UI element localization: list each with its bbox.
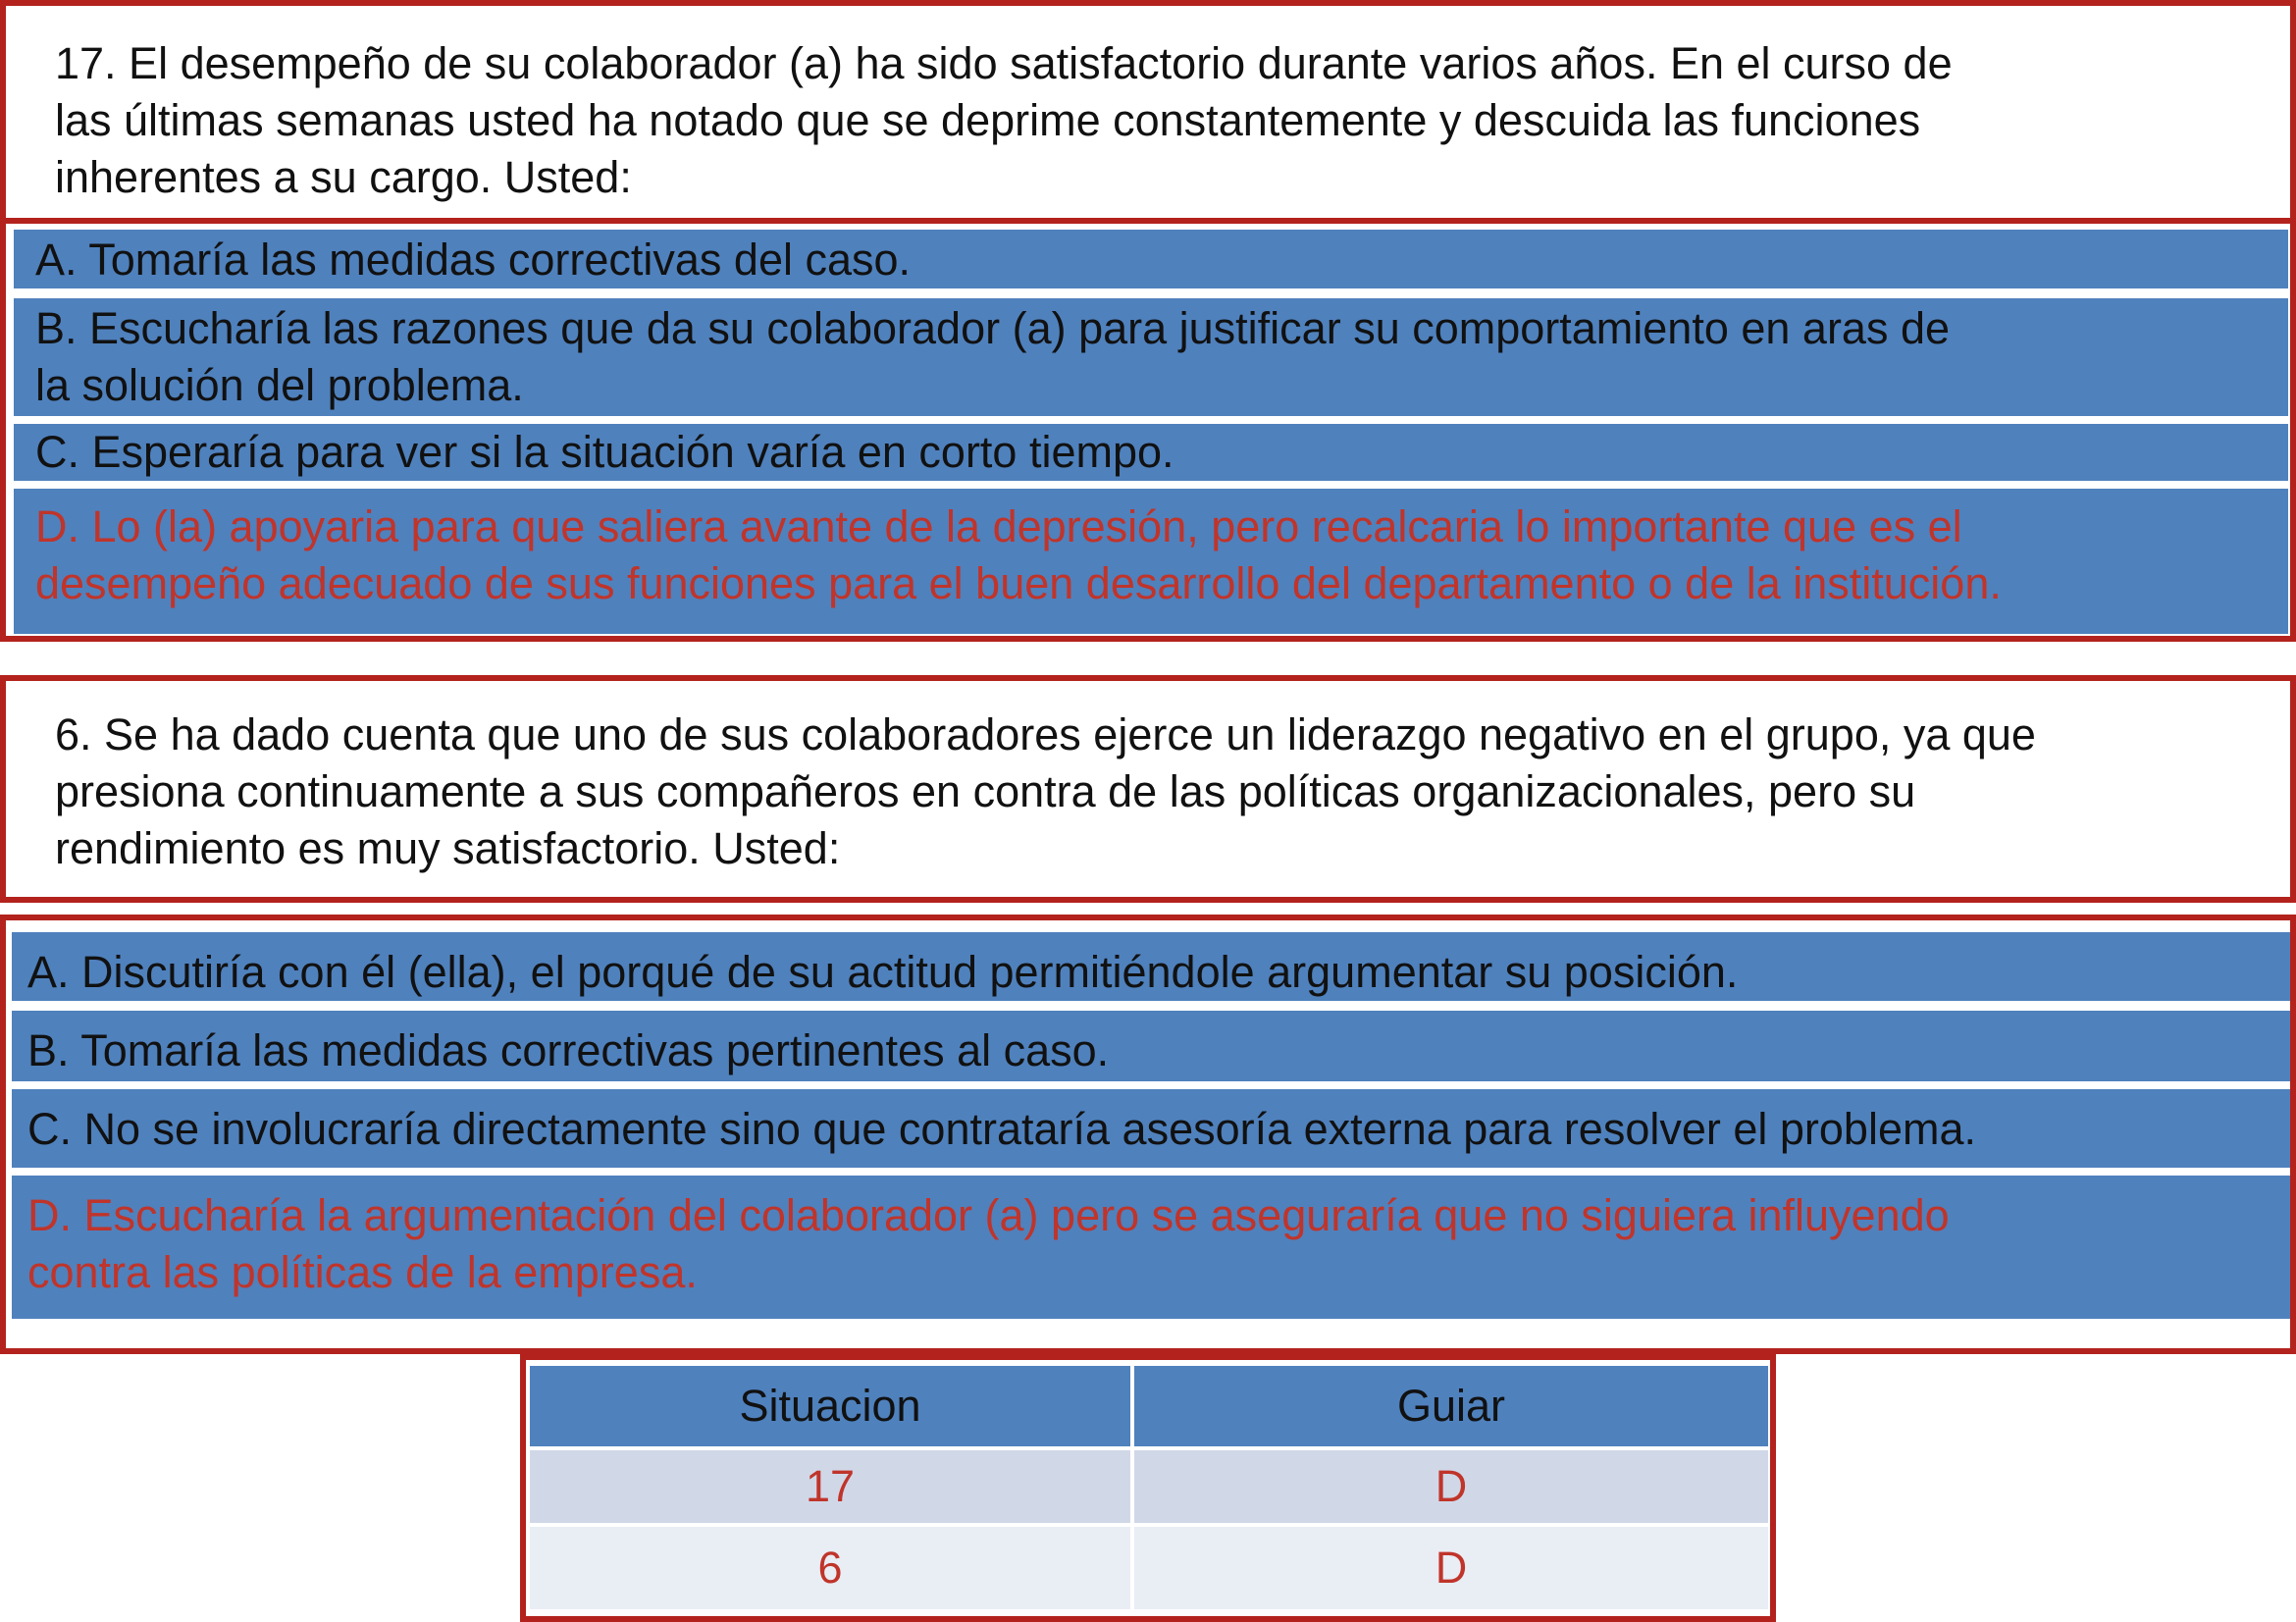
question-17-line-1: 17. El desempeño de su colaborador (a) ha sido satisfactorio durante varios años. En el curso de (55, 38, 1953, 88)
question-6-option-b[interactable] (12, 1011, 2290, 1081)
question-17-box (0, 0, 2296, 226)
option-d-line-1: D. Escucharía la argumentación del colaborador (a) pero se aseguraría que no siguiera influyendo (27, 1190, 1950, 1240)
option-b-text: B. Tomaría las medidas correctivas pertinentes al caso. (27, 1025, 1110, 1075)
option-d-line-2: desempeño adecuado de sus funciones para el buen desarrollo del departamento o de la institución. (35, 558, 2002, 608)
question-17-text (55, 35, 1953, 206)
question-6-option-c[interactable] (12, 1089, 2290, 1168)
question-17-line-3: inherentes a su cargo. Usted: (55, 152, 632, 202)
question-17-option-c[interactable] (14, 424, 2288, 481)
option-b-line-2: la solución del problema. (35, 360, 524, 410)
question-6-box (0, 675, 2296, 903)
option-d-line-2: contra las políticas de la empresa. (27, 1247, 698, 1297)
question-6-line-3: rendimiento es muy satisfactorio. Usted: (55, 823, 841, 873)
option-c-text: C. No se involucraría directamente sino que contrataría asesoría externa para resolver el problema. (27, 1104, 1976, 1154)
table-header-guiar: Guiar (1134, 1366, 1768, 1446)
option-c-text: C. Esperaría para ver si la situación varía en corto tiempo. (35, 427, 1174, 477)
question-6-line-2: presiona continuamente a sus compañeros en contra de las políticas organizacionales, pero su (55, 766, 1916, 816)
option-b-line-1: B. Escucharía las razones que da su colaborador (a) para justificar su comportamiento en aras de (35, 303, 1951, 353)
question-17-option-b[interactable] (14, 298, 2288, 416)
question-17-line-2: las últimas semanas usted ha notado que se deprime constantemente y descuida las funciones (55, 95, 1921, 145)
question-17-option-d[interactable] (14, 489, 2288, 634)
question-6-text (55, 706, 2036, 877)
question-17-option-a[interactable] (14, 230, 2288, 288)
table-cell-situacion-2: 6 (530, 1527, 1130, 1609)
question-6-option-d[interactable] (12, 1176, 2290, 1319)
question-6-option-a[interactable] (12, 932, 2290, 1001)
table-header-situacion: Situacion (530, 1366, 1130, 1446)
table-cell-guiar-2: D (1134, 1527, 1768, 1609)
table-cell-situacion-1: 17 (530, 1450, 1130, 1523)
option-a-text: A. Tomaría las medidas correctivas del caso. (35, 235, 912, 285)
option-d-line-1: D. Lo (la) apoyaria para que saliera avante de la depresión, pero recalcaria lo importante que es el (35, 501, 1962, 551)
option-a-text: A. Discutiría con él (ella), el porqué de su actitud permitiéndole argumentar su posición. (27, 947, 1739, 997)
question-6-line-1: 6. Se ha dado cuenta que uno de sus colaboradores ejerce un liderazgo negativo en el grupo, ya que (55, 709, 2036, 759)
table-cell-guiar-1: D (1134, 1450, 1768, 1523)
